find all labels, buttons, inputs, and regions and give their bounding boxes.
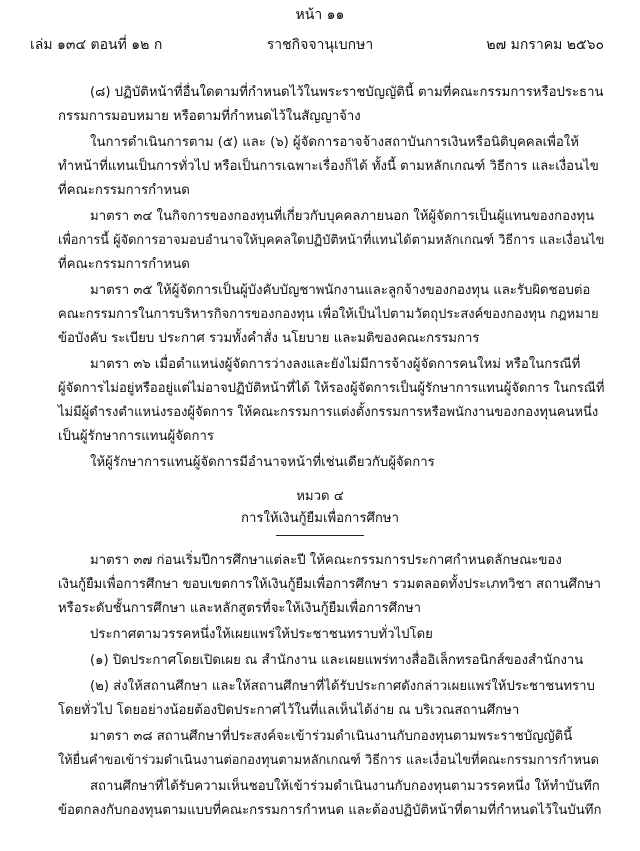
section-37-line: มาตรา ๓๗ ก่อนเริ่มปีการศึกษาแต่ละปี ให้คณะกรรมการประกาศกำหนดลักษณะของ [90, 553, 562, 568]
publication-date: ๒๗ มกราคม ๒๕๖๐ [486, 37, 604, 53]
chapter-divider [276, 535, 364, 536]
paragraph-line: ข้อตกลงกับกองทุนตามแบบที่คณะกรรมการกำหนด และต้องปฏิบัติหน้าที่ตามที่กำหนดไว้ในบันทึก [58, 803, 602, 818]
paragraph-line: ไม่มีผู้ดำรงตำแหน่งรองผู้จัดการ ให้คณะกรรมการแต่งตั้งกรรมการหรือพนักงานของกองทุนคนหนึ่ง [58, 405, 599, 420]
paragraph-line: กรรมการมอบหมาย หรือตามที่กำหนดไว้ในสัญญาจ้าง [58, 109, 361, 124]
list-item: (๒) ส่งให้สถานศึกษา และให้สถานศึกษาที่ได้รับประกาศดังกล่าวเผยแพร่ให้ประชาชนทราบ [90, 679, 595, 694]
paragraph-line: คณะกรรมการในการบริหารกิจการของกองทุน เพื่อให้เป็นไปตามวัตถุประสงค์ของกองทุน กฎหมาย [58, 307, 599, 322]
paragraph-line: ที่คณะกรรมการกำหนด [58, 183, 190, 198]
paragraph-line: เป็นผู้รักษาการแทนผู้จัดการ [58, 429, 214, 444]
section-34-line: มาตรา ๓๔ ในกิจการของกองทุนที่เกี่ยวกับบุคคลภายนอก ให้ผู้จัดการเป็นผู้แทนของกองทุน [90, 209, 595, 224]
section-36-line: มาตรา ๓๖ เมื่อตำแหน่งผู้จัดการว่างลงและยังไม่มีการจ้างผู้จัดการคนใหม่ หรือในกรณีที่ [90, 357, 581, 372]
paragraph-line: เพื่อการนี้ ผู้จัดการอาจมอบอำนาจให้บุคคลใดปฏิบัติหน้าที่แทนได้ตามหลักเกณฑ์ วิธีการ และเงื่อนไข [58, 233, 605, 248]
paragraph-line: เงินกู้ยืมเพื่อการศึกษา ขอบเขตการให้เงินกู้ยืมเพื่อการศึกษา รวมตลอดทั้งประเภทวิชา สถานศึกษา [58, 577, 601, 592]
paragraph-line: ทำหน้าที่แทนเป็นการทั่วไป หรือเป็นการเฉพาะเรื่องก็ได้ ทั้งนี้ ตามหลักเกณฑ์ วิธีการ และเงื่อนไข [58, 159, 599, 174]
list-item: (๑) ปิดประกาศโดยเปิดเผย ณ สำนักงาน และเผยแพร่ทางสื่ออิเล็กทรอนิกส์ของสำนักงาน [90, 653, 584, 668]
chapter-heading: หมวด ๔ [296, 489, 344, 504]
paragraph-line: ให้ผู้รักษาการแทนผู้จัดการมีอำนาจหน้าที่เช่นเดียวกับผู้จัดการ [90, 455, 435, 470]
chapter-title: การให้เงินกู้ยืมเพื่อการศึกษา [240, 511, 400, 526]
paragraph-line: (๘) ปฏิบัติหน้าที่อื่นใดตามที่กำหนดไว้ในพระราชบัญญัตินี้ ตามที่คณะกรรมการหรือประธาน [90, 85, 604, 100]
volume-issue: เล่ม ๑๓๔ ตอนที่ ๑๒ ก [30, 37, 163, 53]
paragraph-line: ผู้จัดการไม่อยู่หรืออยู่แต่ไม่อาจปฏิบัติหน้าที่ได้ ให้รองผู้จัดการเป็นผู้รักษาการแทนผู้จัดการ ในกรณีที่ [58, 381, 605, 396]
section-35-line: มาตรา ๓๕ ให้ผู้จัดการเป็นผู้บังคับบัญชาพนักงานและลูกจ้างของกองทุน และรับผิดชอบต่อ [90, 283, 591, 298]
gazette-title: ราชกิจจานุเบกษา [266, 37, 374, 53]
paragraph-line: ให้ยื่นคำขอเข้าร่วมดำเนินงานต่อกองทุนตามหลักเกณฑ์ วิธีการ และเงื่อนไขที่คณะกรรมการกำหนด [58, 753, 599, 768]
paragraph-line: ที่คณะกรรมการกำหนด [58, 257, 190, 272]
paragraph-line: ข้อบังคับ ระเบียบ ประกาศ รวมทั้งคำสั่ง นโยบาย และมติของคณะกรรมการ [58, 331, 480, 346]
page-number: หน้า ๑๑ [295, 7, 345, 23]
paragraph-line: โดยทั่วไป โดยอย่างน้อยต้องปิดประกาศไว้ในที่แลเห็นได้ง่าย ณ บริเวณสถานศึกษา [58, 703, 520, 718]
paragraph-line: ประกาศตามวรรคหนึ่งให้เผยแพร่ให้ประชาชนทราบทั่วไปโดย [90, 627, 433, 642]
paragraph-line: ในการดำเนินการตาม (๕) และ (๖) ผู้จัดการอาจจ้างสถาบันการเงินหรือนิติบุคคลเพื่อให้ [90, 135, 579, 150]
paragraph-line: สถานศึกษาที่ได้รับความเห็นชอบให้เข้าร่วมดำเนินงานกับกองทุนตามวรรคหนึ่ง ให้ทำบันทึก [90, 779, 600, 794]
paragraph-line: หรือระดับชั้นการศึกษา และหลักสูตรที่จะให้เงินกู้ยืมเพื่อการศึกษา [58, 601, 422, 616]
section-38-line: มาตรา ๓๘ สถานศึกษาที่ประสงค์จะเข้าร่วมดำเนินงานกับกองทุนตามพระราชบัญญัตินี้ [90, 729, 573, 744]
